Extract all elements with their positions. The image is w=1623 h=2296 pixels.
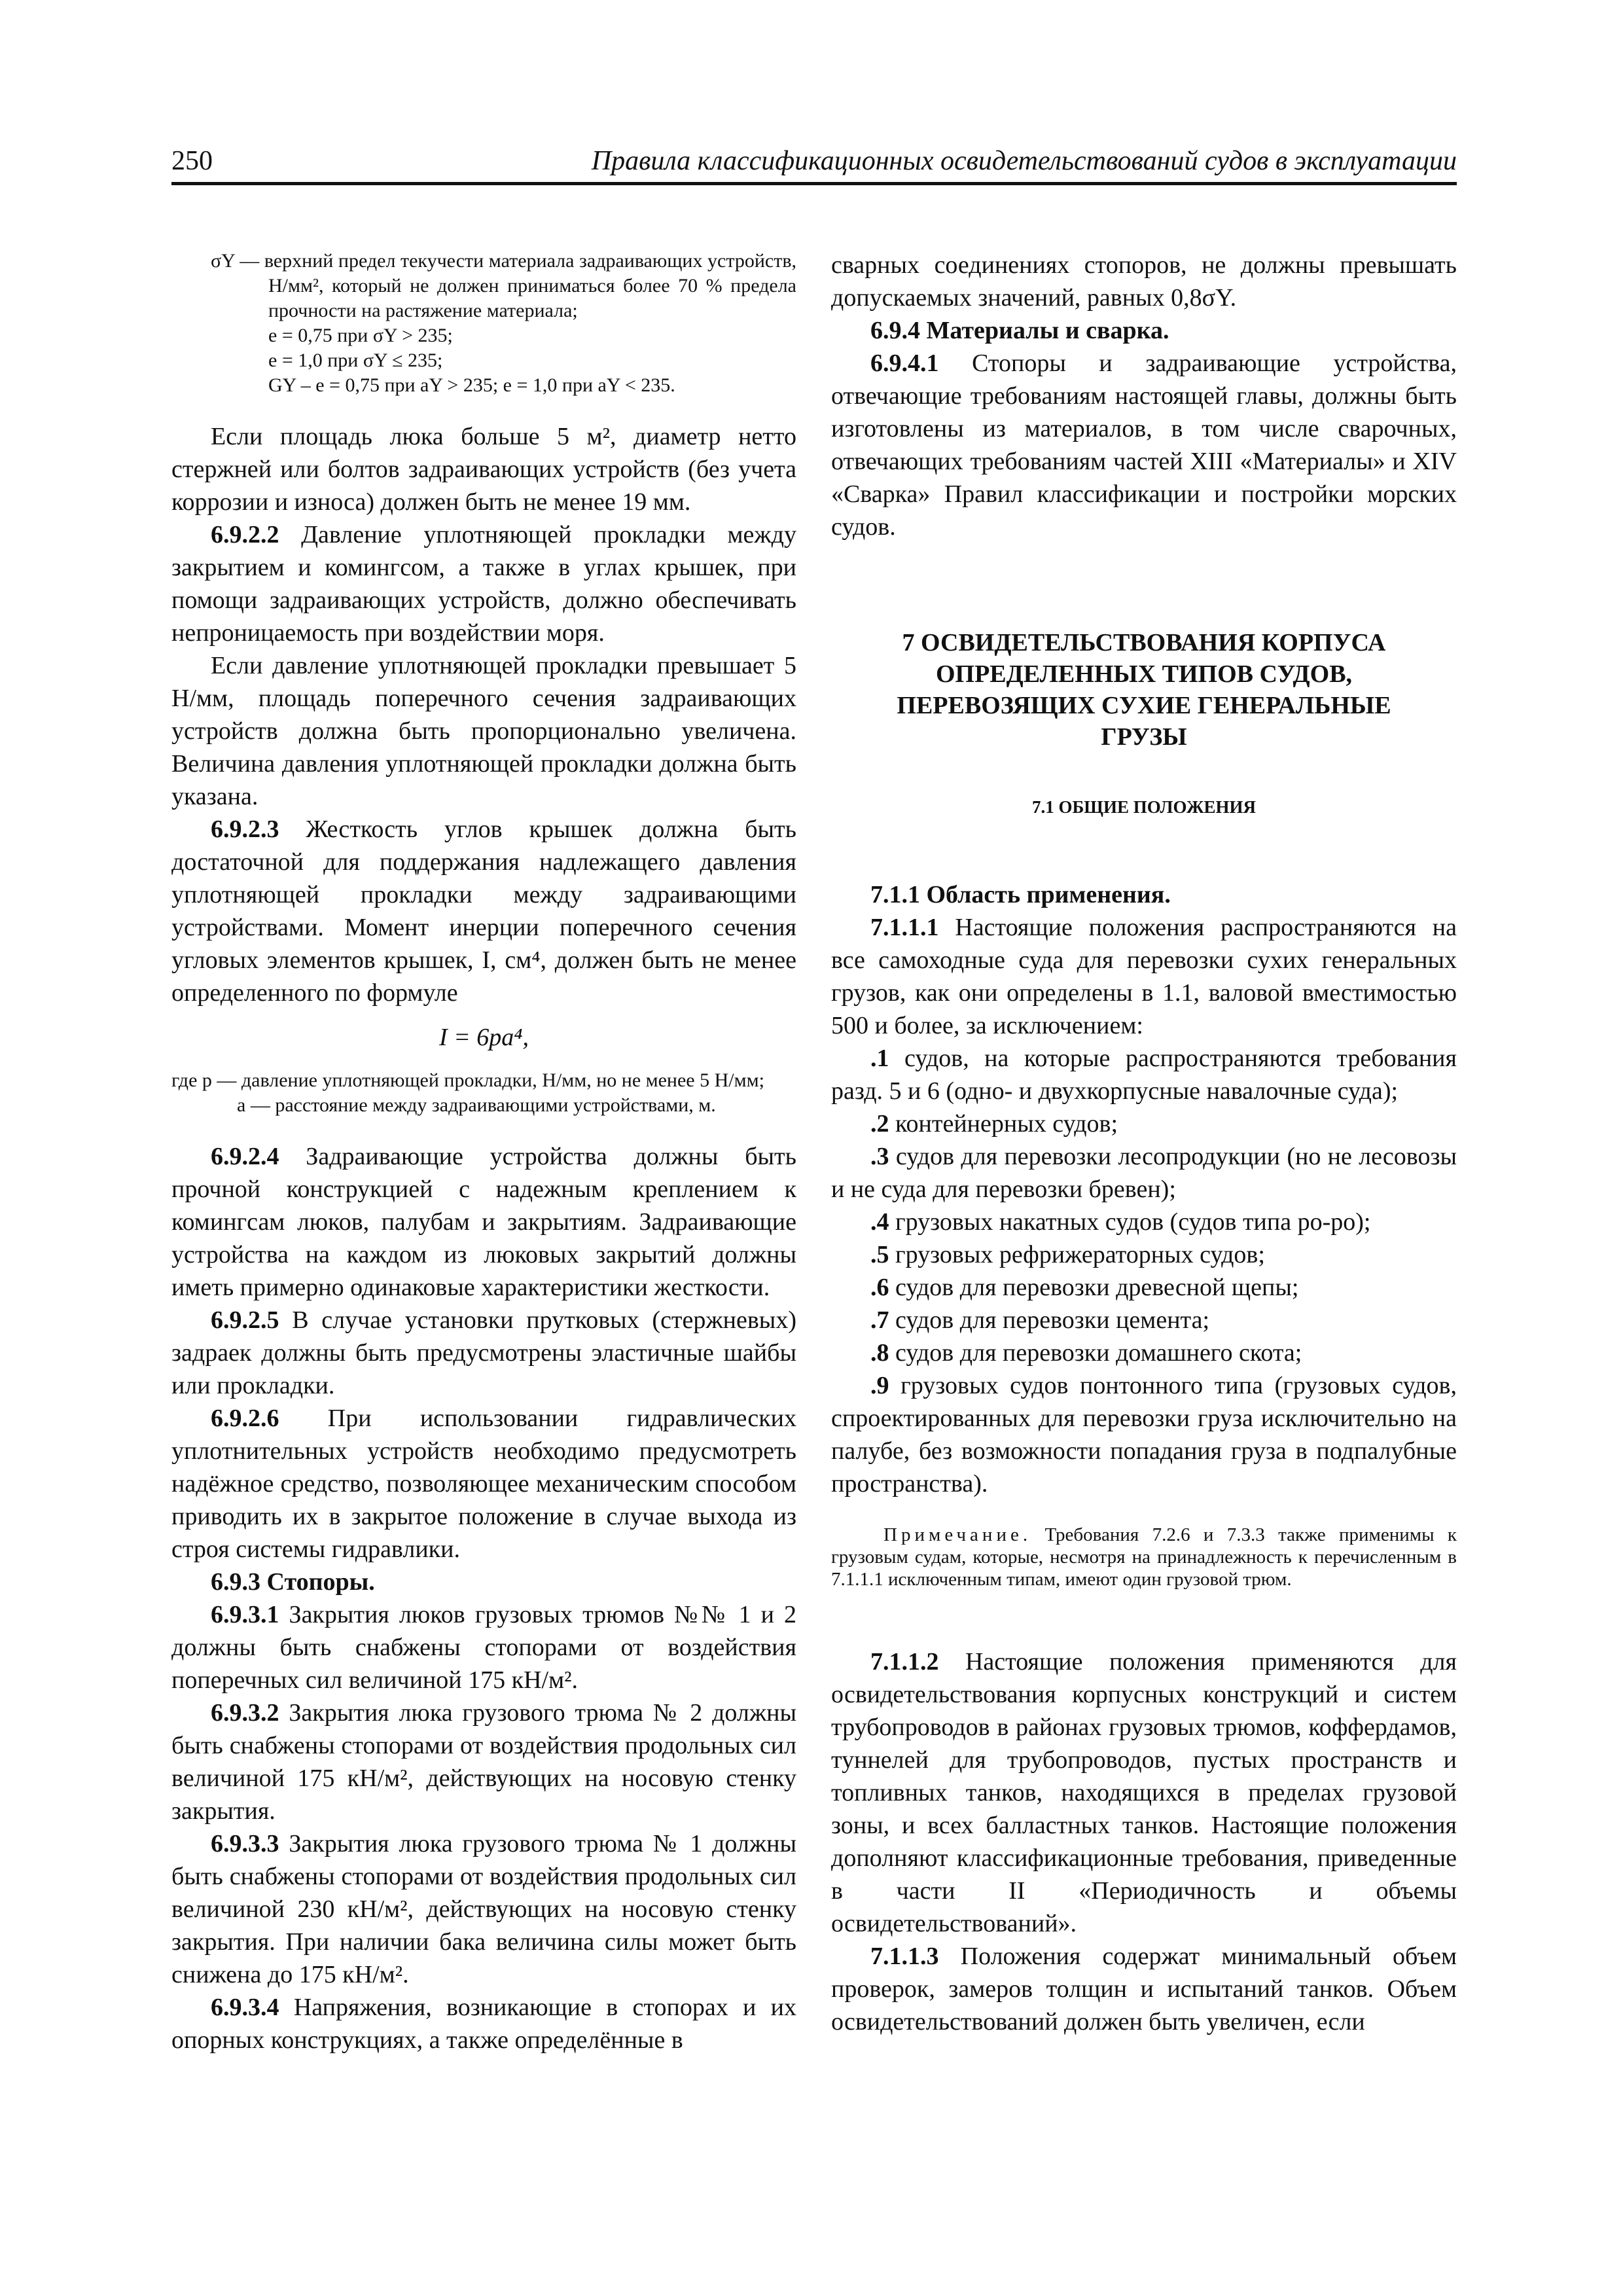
running-title: Правила классификационных освидетельствований судов в эксплуатации: [591, 146, 1457, 176]
definitions-block: [171, 249, 796, 398]
header-rule: [171, 182, 1457, 185]
paragraph: 6.9.4.1 Стопоры и задраивающие устройства, отвечающие требованиям настоящей главы, должны быть изготовлены из материалов, в том числе сварочных, отвечающих требованиям частей XIII «Материалы» и XIV «Сварка» Правил классификации и постройки морских судов.: [831, 350, 1457, 541]
subsection-heading: 6.9.3 Стопоры.: [211, 1568, 375, 1596]
subsection-title: 7.1 ОБЩИЕ ПОЛОЖЕНИЯ: [1031, 797, 1257, 817]
list-item: .2 контейнерных судов;: [870, 1110, 1118, 1138]
paragraph: 7.1.1.2 Настоящие положения применяются для освидетельствования корпусных конструкций и систем трубопроводов в районах грузовых трюмов, коффердамов, туннелей для трубопроводов, пустых пространств и топливных танков, находящихся в пределах грузовой зоны, и всех балластных танков. Настоящие положения дополняют классификационные требования, приведенные в части II «Периодичность и объемы освидетельствований».: [831, 1648, 1457, 1937]
exclusion-list: [831, 1042, 1457, 1500]
note-label: Примечание.: [883, 1524, 1032, 1545]
paragraph: Если давление уплотняющей прокладки превышает 5 Н/мм, площадь поперечного сечения задраивающих устройств должна быть пропорционально увеличена. Величина давления уплотняющей прокладки должна быть указана.: [171, 652, 796, 810]
clause-number: 6.9.3.1: [211, 1601, 279, 1628]
clause-number: 6.9.2.5: [211, 1306, 279, 1334]
def-e1: e = 0,75 при σY > 235;: [268, 325, 453, 346]
where-p: где p — давление уплотняющей прокладки, Н/мм, но не менее 5 Н/мм;: [171, 1069, 764, 1091]
list-item: .5 грузовых рефрижераторных судов;: [870, 1241, 1265, 1268]
list-item: .8 судов для перевозки домашнего скота;: [870, 1339, 1302, 1367]
list-item: .6 судов для перевозки древесной щепы;: [870, 1274, 1299, 1301]
clause-number: 7.1.1.2: [870, 1648, 939, 1676]
clause-number: 6.9.2.4: [211, 1143, 279, 1170]
section-title: 7 ОСВИДЕТЕЛЬСТВОВАНИЯ КОРПУСА ОПРЕДЕЛЕННЫХ ТИПОВ СУДОВ, ПЕРЕВОЗЯЩИХ СУХИЕ ГЕНЕРАЛЬНЫЕ ГРУЗЫ: [897, 629, 1391, 751]
list-item: .3 судов для перевозки лесопродукции (но не лесовозы и не суда для перевозки бревен);: [831, 1143, 1457, 1203]
clause-number: 6.9.3.2: [211, 1699, 279, 1727]
where-block: [171, 1068, 796, 1118]
clause-number: 6.9.2.6: [211, 1405, 279, 1432]
clause-number: 6.9.4.1: [870, 350, 939, 377]
where-a: a — расстояние между задраивающими устройствами, м.: [237, 1094, 716, 1116]
paragraph: 6.9.3.2 Закрытия люка грузового трюма № 2 должны быть снабжены стопорами от воздействия продольных сил величиной 175 кН/м², действующих на носовую стенку закрытия.: [171, 1699, 796, 1825]
clause-number: 7.1.1.1: [870, 914, 939, 941]
paragraph-continued: сварных соединениях стопоров, не должны превышать допускаемых значений, равных 0,8σY.: [831, 251, 1457, 312]
paragraph: 7.1.1.3 Положения содержат минимальный объем проверок, замеров толщин и испытаний танков. Объем освидетельствований должен быть увеличен, если: [831, 1943, 1457, 2036]
paragraph: 6.9.2.4 Задраивающие устройства должны быть прочной конструкцией с надежным креплением к комингсам люков, палубам и закрытиям. Задраивающие устройства на каждом из люковых закрытий должны иметь примерно одинаковые характеристики жесткости.: [171, 1143, 796, 1301]
paragraph: 7.1.1.1 Настоящие положения распространяются на все самоходные суда для перевозки сухих генеральных грузов, как они определены в 1.1, валовой вместимостью 500 и более, за исключением:: [831, 914, 1457, 1039]
paragraph: 6.9.3.3 Закрытия люка грузового трюма № 1 должны быть снабжены стопорами от воздействия продольных сил величиной 230 кН/м², действующих на носовую стенку закрытия. При наличии бака величина силы может быть снижена до 175 кН/м².: [171, 1830, 796, 1988]
paragraph: 6.9.3.1 Закрытия люков грузовых трюмов №№ 1 и 2 должны быть снабжены стопорами от воздействия поперечных сил величиной 175 кН/м².: [171, 1601, 796, 1694]
paragraph: 6.9.3.4 Напряжения, возникающие в стопорах и их опорных конструкциях, а также определённые в: [171, 1994, 796, 2054]
subsection-heading: 6.9.4 Материалы и сварка.: [870, 317, 1169, 344]
formula: I = 6pa⁴,: [438, 1024, 529, 1051]
list-item: .1 судов, на которые распространяются требования разд. 5 и 6 (одно- и двухкорпусные навалочные суда);: [831, 1045, 1457, 1105]
paragraph: 6.9.2.5 В случае установки прутковых (стержневых) задраек должны быть предусмотрены эластичные шайбы или прокладки.: [171, 1306, 796, 1399]
page-number: 250: [171, 146, 213, 176]
def-sigma: σY — верхний предел текучести материала задраивающих устройств, Н/мм², который не должен приниматься более 70 % предела прочности на растяжение материала;: [211, 250, 796, 321]
clause-number: 6.9.3.3: [211, 1830, 279, 1857]
def-g: GY – e = 0,75 при aY > 235; e = 1,0 при aY < 235.: [268, 374, 675, 396]
subsection-heading: 7.1.1 Область применения.: [870, 881, 1171, 908]
paragraph: Если площадь люка больше 5 м², диаметр нетто стержней или болтов задраивающих устройств (без учета коррозии и износа) должен быть не менее 19 мм.: [171, 423, 796, 516]
note: Примечание. Требования 7.2.6 и 7.3.3 также применимы к грузовым судам, которые, несмотря на принадлежность к перечисленным в 7.1.1.1 исключенным типам, имеют один грузовой трюм.: [831, 1524, 1457, 1590]
list-item: .9 грузовых судов понтонного типа (грузовых судов, спроектированных для перевозки груза исключительно на палубе, без возможности попадания груза в подпалубные пространства).: [831, 1372, 1457, 1498]
clause-number: 6.9.2.2: [211, 521, 279, 548]
clause-number: 6.9.2.3: [211, 816, 279, 843]
paragraph: 6.9.2.3 Жесткость углов крышек должна быть достаточной для поддержания надлежащего давления уплотняющей прокладки между задраивающими устройствами. Момент инерции поперечного сечения угловых элементов крышек, I, см⁴, должен быть не менее определенного по формуле: [171, 816, 796, 1007]
left-column: [171, 249, 796, 2056]
list-item: .7 судов для перевозки цемента;: [870, 1306, 1210, 1334]
clause-number: 6.9.3.4: [211, 1994, 279, 2021]
list-item: .4 грузовых накатных судов (судов типа ро-ро);: [870, 1208, 1371, 1236]
def-e2: e = 1,0 при σY ≤ 235;: [268, 350, 443, 371]
clause-number: 7.1.1.3: [870, 1943, 939, 1970]
paragraph: 6.9.2.2 Давление уплотняющей прокладки между закрытием и комингсом, а также в углах крышек, при помощи задраивающих устройств, должно обеспечивать непроницаемость при воздействии моря.: [171, 521, 796, 647]
right-column: [831, 249, 1457, 2038]
paragraph: 6.9.2.6 При использовании гидравлических уплотнительных устройств необходимо предусмотреть надёжное средство, позволяющее механическим способом приводить их в закрытое положение в случае выхода из строя системы гидравлики.: [171, 1405, 796, 1563]
